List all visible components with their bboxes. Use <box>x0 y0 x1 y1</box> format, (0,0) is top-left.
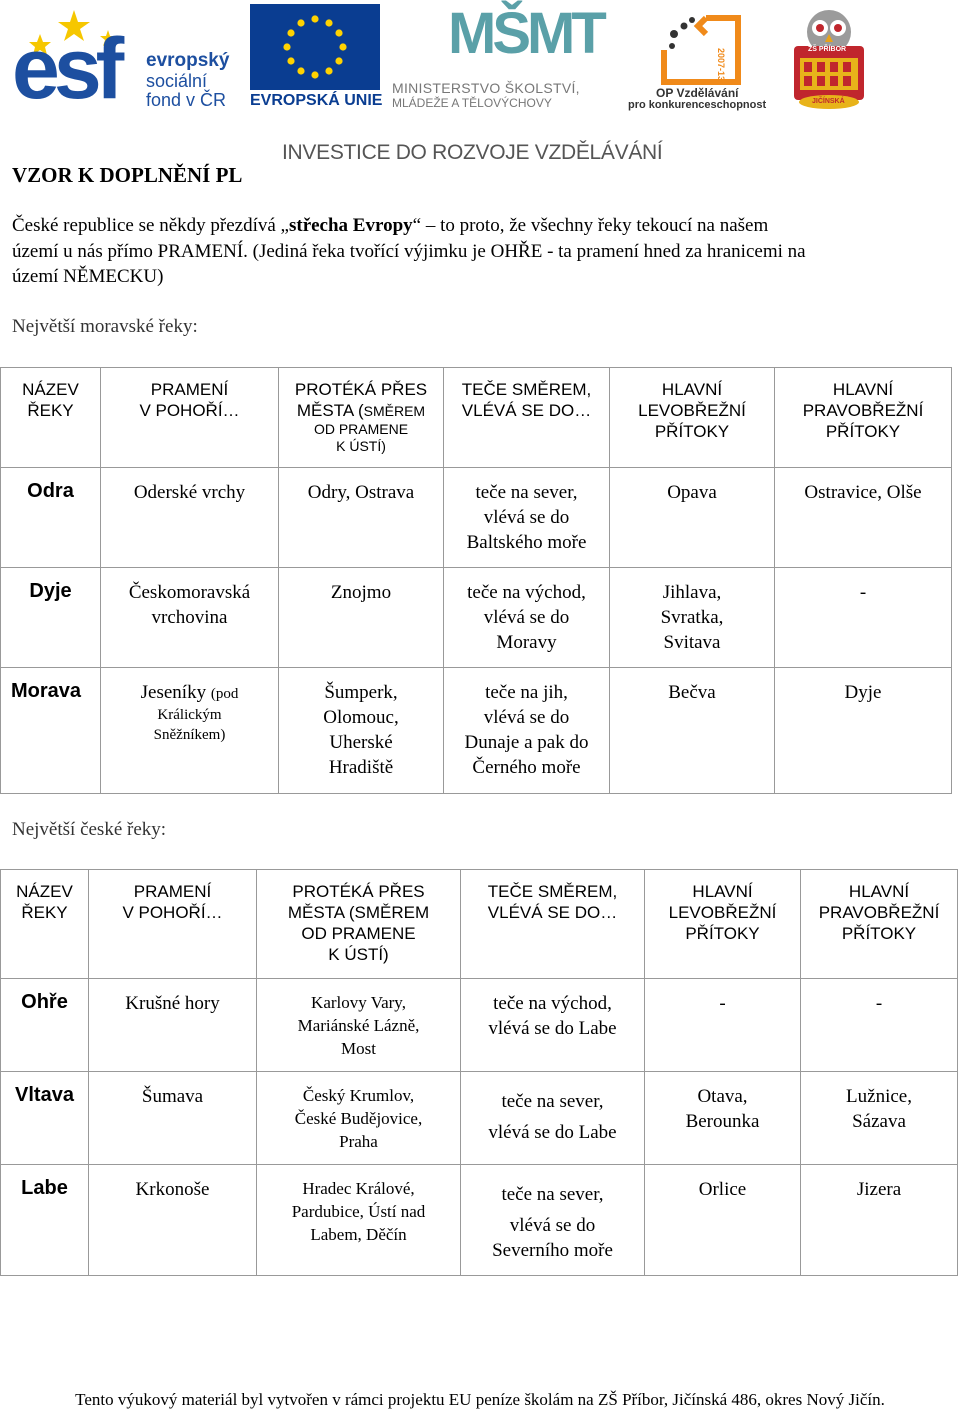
eu-flag <box>250 4 380 90</box>
river-cities: Český Krumlov, České Budějovice, Praha <box>257 1072 461 1165</box>
esf-logo <box>12 4 240 117</box>
intro-text-a: České republice se někdy přezdívá „ <box>12 215 289 236</box>
river-name: Dyje <box>1 568 101 668</box>
school-logo <box>784 2 874 112</box>
header-source: PRAMENÍ V POHOŘÍ… <box>89 870 257 979</box>
intro-line2: území u nás přímo PRAMENÍ. (Jediná řeka tvořící výjimku je OHŘE - ta pramení hned za hranicemi na <box>12 241 806 262</box>
river-source: Oderské vrchy <box>101 468 279 568</box>
river-left-tributaries: Otava, Berounka <box>645 1072 801 1165</box>
msmt-logo <box>390 1 622 112</box>
eu-stars-icon <box>250 4 380 90</box>
footer-text: Tento výukový materiál byl vytvořen v rámci projektu EU peníze školám na ZŠ Příbor, Jičínská 486, okres Nový Jičín. <box>75 1390 885 1409</box>
header-source: PRAMENÍ V POHOŘÍ… <box>101 368 279 468</box>
moravian-rivers-table <box>0 367 952 794</box>
river-cities: Šumperk, Olomouc, Uherské Hradiště <box>279 668 444 794</box>
river-left-tributaries: Bečva <box>610 668 775 794</box>
page-title: VZOR K DOPLNĚNÍ PL <box>12 163 243 187</box>
header-cities: PROTÉKÁ PŘES MĚSTA (SMĚREM OD PRAMENE K ÚSTÍ) <box>257 870 461 979</box>
header-name: NÁZEV ŘEKY <box>1 870 89 979</box>
op-emblem-icon <box>626 4 776 90</box>
table-row <box>1 668 952 794</box>
river-name: Vltava <box>1 1072 89 1165</box>
table-row <box>1 468 952 568</box>
river-direction: teče na východ, vlévá se do Labe <box>461 979 645 1072</box>
intro-bold: střecha Evropy <box>288 215 413 236</box>
table-header-row <box>1 368 952 468</box>
river-left-tributaries: Opava <box>610 468 775 568</box>
esf-line3: fond v ČR <box>146 90 227 110</box>
river-name: Morava <box>1 668 101 794</box>
river-direction: teče na sever, vlévá se do Baltského moře <box>444 468 610 568</box>
river-name: Odra <box>1 468 101 568</box>
river-left-tributaries: Jihlava, Svratka, Svitava <box>610 568 775 668</box>
czech-rivers-table <box>0 869 958 1276</box>
river-direction: teče na jih, vlévá se do Dunaje a pak do Černého moře <box>444 668 610 794</box>
msmt-mark: MŠMT <box>448 1 603 66</box>
river-right-tributaries: Ostravice, Olše <box>775 468 952 568</box>
river-left-tributaries: Orlice <box>645 1165 801 1276</box>
investice-banner: INVESTICE DO ROZVOJE VZDĚLÁVÁNÍ <box>282 141 663 164</box>
esf-line1: evropský <box>146 50 230 71</box>
table-header-row <box>1 870 958 979</box>
table-row <box>1 568 952 668</box>
msmt-line2: MLÁDEŽE A TĚLOVÝCHOVY <box>392 96 552 110</box>
river-source: Krušné hory <box>89 979 257 1072</box>
header-left-tributaries: HLAVNÍ LEVOBŘEŽNÍ PŘÍTOKY <box>645 870 801 979</box>
header-direction: TEČE SMĚREM, VLÉVÁ SE DO… <box>444 368 610 468</box>
header-direction: TEČE SMĚREM, VLÉVÁ SE DO… <box>461 870 645 979</box>
river-source: Jeseníky (pod Králickým Sněžníkem) <box>101 668 279 794</box>
river-right-tributaries: Dyje <box>775 668 952 794</box>
table-row <box>1 1165 958 1276</box>
intro-line3: území NĚMECKU) <box>12 266 164 287</box>
river-name: Labe <box>1 1165 89 1276</box>
river-right-tributaries: - <box>775 568 952 668</box>
esf-line2: sociální <box>146 71 208 91</box>
school-label: ZŠ PŘÍBOR <box>808 46 847 53</box>
header-right-tributaries: HLAVNÍ PRAVOBŘEŽNÍ PŘÍTOKY <box>801 870 958 979</box>
river-cities: Karlovy Vary, Mariánské Lázně, Most <box>257 979 461 1072</box>
river-source: Šumava <box>89 1072 257 1165</box>
river-cities: Znojmo <box>279 568 444 668</box>
header-right-tributaries: HLAVNÍ PRAVOBŘEŽNÍ PŘÍTOKY <box>775 368 952 468</box>
op-line2: pro konkurenceschopnost <box>628 99 767 111</box>
table-row <box>1 979 958 1072</box>
river-direction: teče na sever, vlévá se do Labe <box>461 1072 645 1165</box>
esf-letters: esf <box>12 21 119 117</box>
river-right-tributaries: Jizera <box>801 1165 958 1276</box>
school-label2: JIČÍNSKÁ <box>812 98 845 105</box>
header-left-tributaries: HLAVNÍ LEVOBŘEŽNÍ PŘÍTOKY <box>610 368 775 468</box>
river-right-tributaries: - <box>801 979 958 1072</box>
river-name: Ohře <box>1 979 89 1072</box>
intro-line1 <box>12 214 768 238</box>
river-cities: Hradec Králové, Pardubice, Ústí nad Labem, Děčín <box>257 1165 461 1276</box>
river-left-tributaries: - <box>645 979 801 1072</box>
czech-heading: Největší české řeky: <box>12 819 167 840</box>
op-years: 2007-13 <box>716 48 726 82</box>
owl-icon <box>784 2 874 112</box>
river-source: Českomoravská vrchovina <box>101 568 279 668</box>
msmt-line1: MINISTERSTVO ŠKOLSTVÍ, <box>392 80 580 96</box>
eu-label: EVROPSKÁ UNIE <box>250 92 383 109</box>
table-row <box>1 1072 958 1165</box>
river-source: Krkonoše <box>89 1165 257 1276</box>
moravian-heading: Největší moravské řeky: <box>12 316 198 337</box>
header-cities: PROTÉKÁ PŘES MĚSTA (SMĚREM OD PRAMENE K ÚSTÍ) <box>279 368 444 468</box>
river-direction: teče na sever, vlévá se do Severního moře <box>461 1165 645 1276</box>
eu-logo <box>250 4 382 112</box>
intro-text-b: “ – to proto, že všechny řeky tekoucí na našem <box>412 215 769 236</box>
river-cities: Odry, Ostrava <box>279 468 444 568</box>
river-direction: teče na východ, vlévá se do Moravy <box>444 568 610 668</box>
op-logo <box>626 4 776 112</box>
river-right-tributaries: Lužnice, Sázava <box>801 1072 958 1165</box>
op-line1: OP Vzdělávání <box>656 86 739 100</box>
header-name: NÁZEV ŘEKY <box>1 368 101 468</box>
